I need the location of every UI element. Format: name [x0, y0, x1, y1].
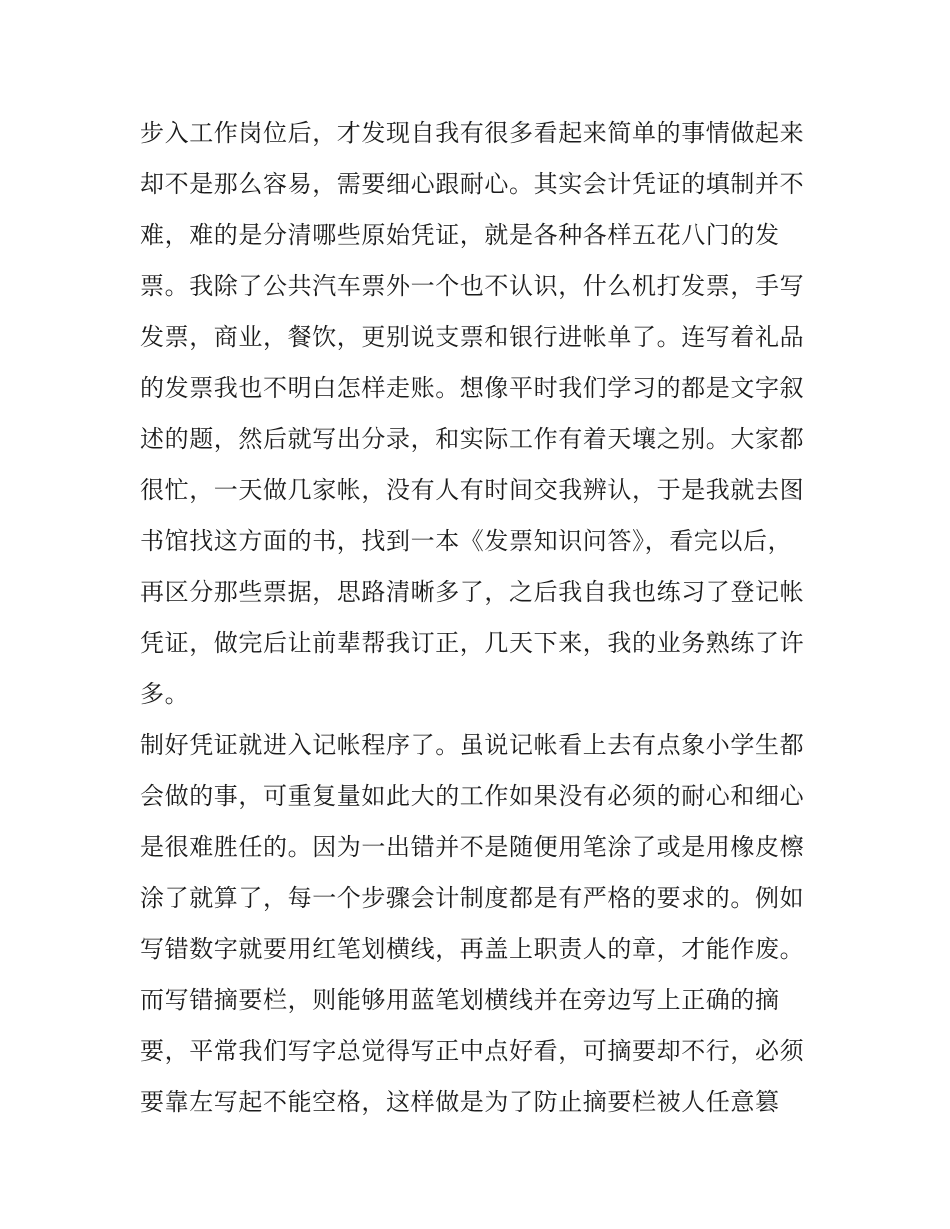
- document-body: [140, 108, 820, 1128]
- text-line: 书馆找这方面的书，找到一本《发票知识问答》，看完以后，: [140, 527, 793, 555]
- text-line: 制好凭证就进入记帐程序了。虽说记帐看上去有点象小学生都: [140, 731, 805, 759]
- text-line: 发票，商业，餐饮，更别说支票和银行进帐单了。连写着礼品: [140, 323, 805, 351]
- text-line: 步入工作岗位后，才发现自我有很多看起来简单的事情做起来: [140, 119, 805, 147]
- text-line: 难，难的是分清哪些原始凭证，就是各种各样五花八门的发: [140, 221, 780, 249]
- text-line: 票。我除了公共汽车票外一个也不认识，什么机打发票，手写: [140, 272, 805, 300]
- text-line: 要靠左写起不能空格，这样做是为了防止摘要栏被人任意篡: [140, 1088, 780, 1116]
- text-line: 的发票我也不明白怎样走账。想像平时我们学习的都是文字叙: [140, 374, 805, 402]
- text-line: 要，平常我们写字总觉得写正中点好看，可摘要却不行，必须: [140, 1037, 805, 1065]
- text-line: 凭证，做完后让前辈帮我订正，几天下来，我的业务熟练了许: [140, 629, 805, 657]
- text-line: 多。: [140, 680, 190, 708]
- text-line: 会做的事，可重复量如此大的工作如果没有必须的耐心和细心: [140, 782, 805, 810]
- text-line: 涂了就算了，每一个步骤会计制度都是有严格的要求的。例如: [140, 884, 805, 912]
- text-line: 是很难胜任的。因为一出错并不是随便用笔涂了或是用橡皮檫: [140, 833, 805, 861]
- text-line: 再区分那些票据，思路清晰多了，之后我自我也练习了登记帐: [140, 578, 805, 606]
- text-line: 而写错摘要栏，则能够用蓝笔划横线并在旁边写上正确的摘: [140, 986, 780, 1014]
- text-line: 写错数字就要用红笔划横线，再盖上职责人的章，才能作废。: [140, 935, 805, 963]
- text-line: 却不是那么容易，需要细心跟耐心。其实会计凭证的填制并不: [140, 170, 805, 198]
- text-line: 很忙，一天做几家帐，没有人有时间交我辨认，于是我就去图: [140, 476, 805, 504]
- text-line: 述的题，然后就写出分录，和实际工作有着天壤之别。大家都: [140, 425, 805, 453]
